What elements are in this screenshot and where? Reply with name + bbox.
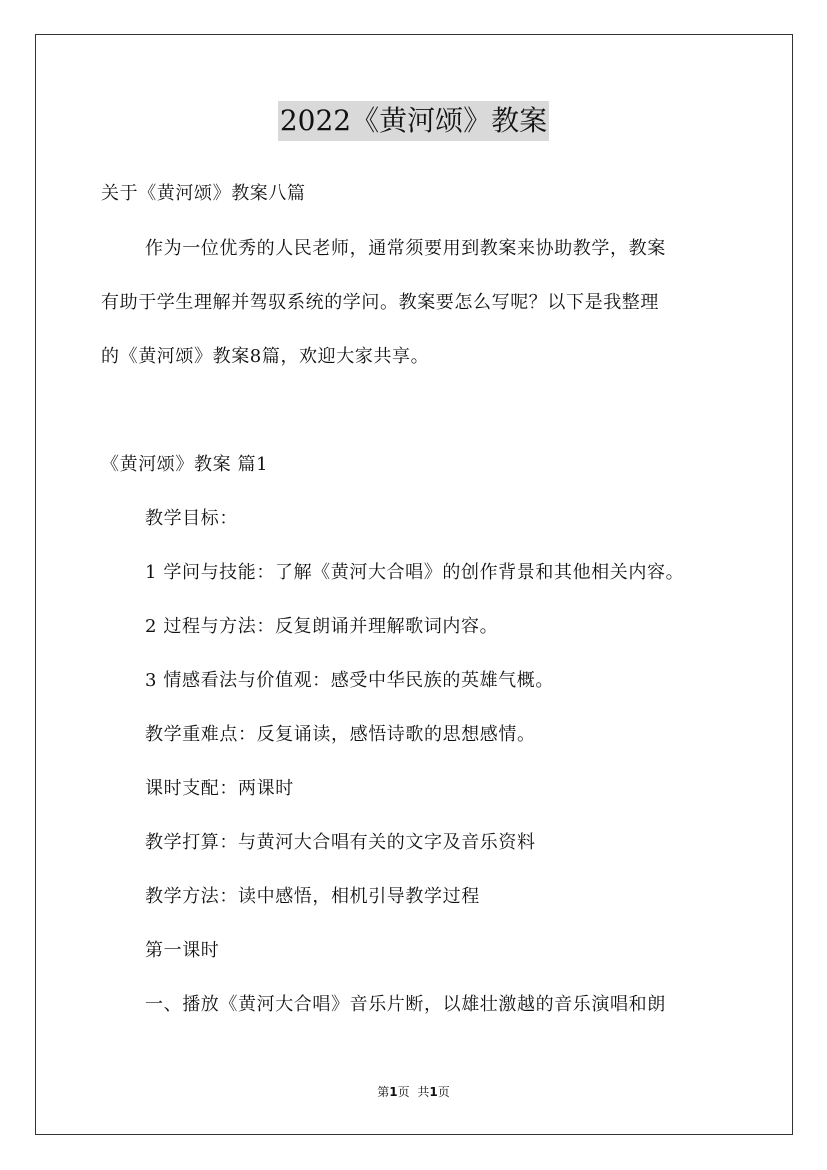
intro-line-3: 的《黄河颂》教案8篇，欢迎大家共享。 [101, 346, 430, 367]
section-heading: 《黄河颂》教案 篇1 [101, 454, 269, 475]
body-line-9: 第一课时 [145, 940, 220, 961]
body-line-8: 教学方法：读中感悟，相机引导教学过程 [145, 886, 480, 907]
body-line-7: 教学打算：与黄河大合唱有关的文字及音乐资料 [145, 832, 536, 853]
body-line-1: 教学目标： [145, 508, 238, 529]
page-footer [0, 1083, 827, 1101]
page-number: 1 [389, 1085, 398, 1099]
body-line-4: 3 情感看法与价值观：感受中华民族的英雄气概。 [145, 670, 554, 691]
body-line-10: 一、播放《黄河大合唱》音乐片断，以雄壮激越的音乐演唱和朗 [145, 994, 666, 1015]
total-suffix: 页 [437, 1085, 450, 1099]
intro-line-2: 有助于学生理解并驾驭系统的学问。教案要怎么写呢？以下是我整理 [101, 292, 659, 313]
title-container [0, 101, 827, 141]
body-line-6: 课时支配：两课时 [145, 778, 294, 799]
body-line-2: 1 学问与技能：了解《黄河大合唱》的创作背景和其他相关内容。 [145, 562, 685, 583]
total-prefix: 共 [417, 1085, 430, 1099]
body-line-3: 2 过程与方法：反复朗诵并理解歌词内容。 [145, 616, 499, 637]
body-line-5: 教学重难点：反复诵读，感悟诗歌的思想感情。 [145, 724, 536, 745]
intro-line-1: 作为一位优秀的人民老师，通常须要用到教案来协助教学，教案 [145, 238, 666, 259]
document-subtitle: 关于《黄河颂》教案八篇 [101, 183, 306, 204]
page-label-prefix: 第 [377, 1085, 390, 1099]
total-pages: 1 [429, 1085, 438, 1099]
document-title: 2022《黄河颂》教案 [278, 101, 549, 141]
page-label-suffix: 页 [397, 1085, 410, 1099]
